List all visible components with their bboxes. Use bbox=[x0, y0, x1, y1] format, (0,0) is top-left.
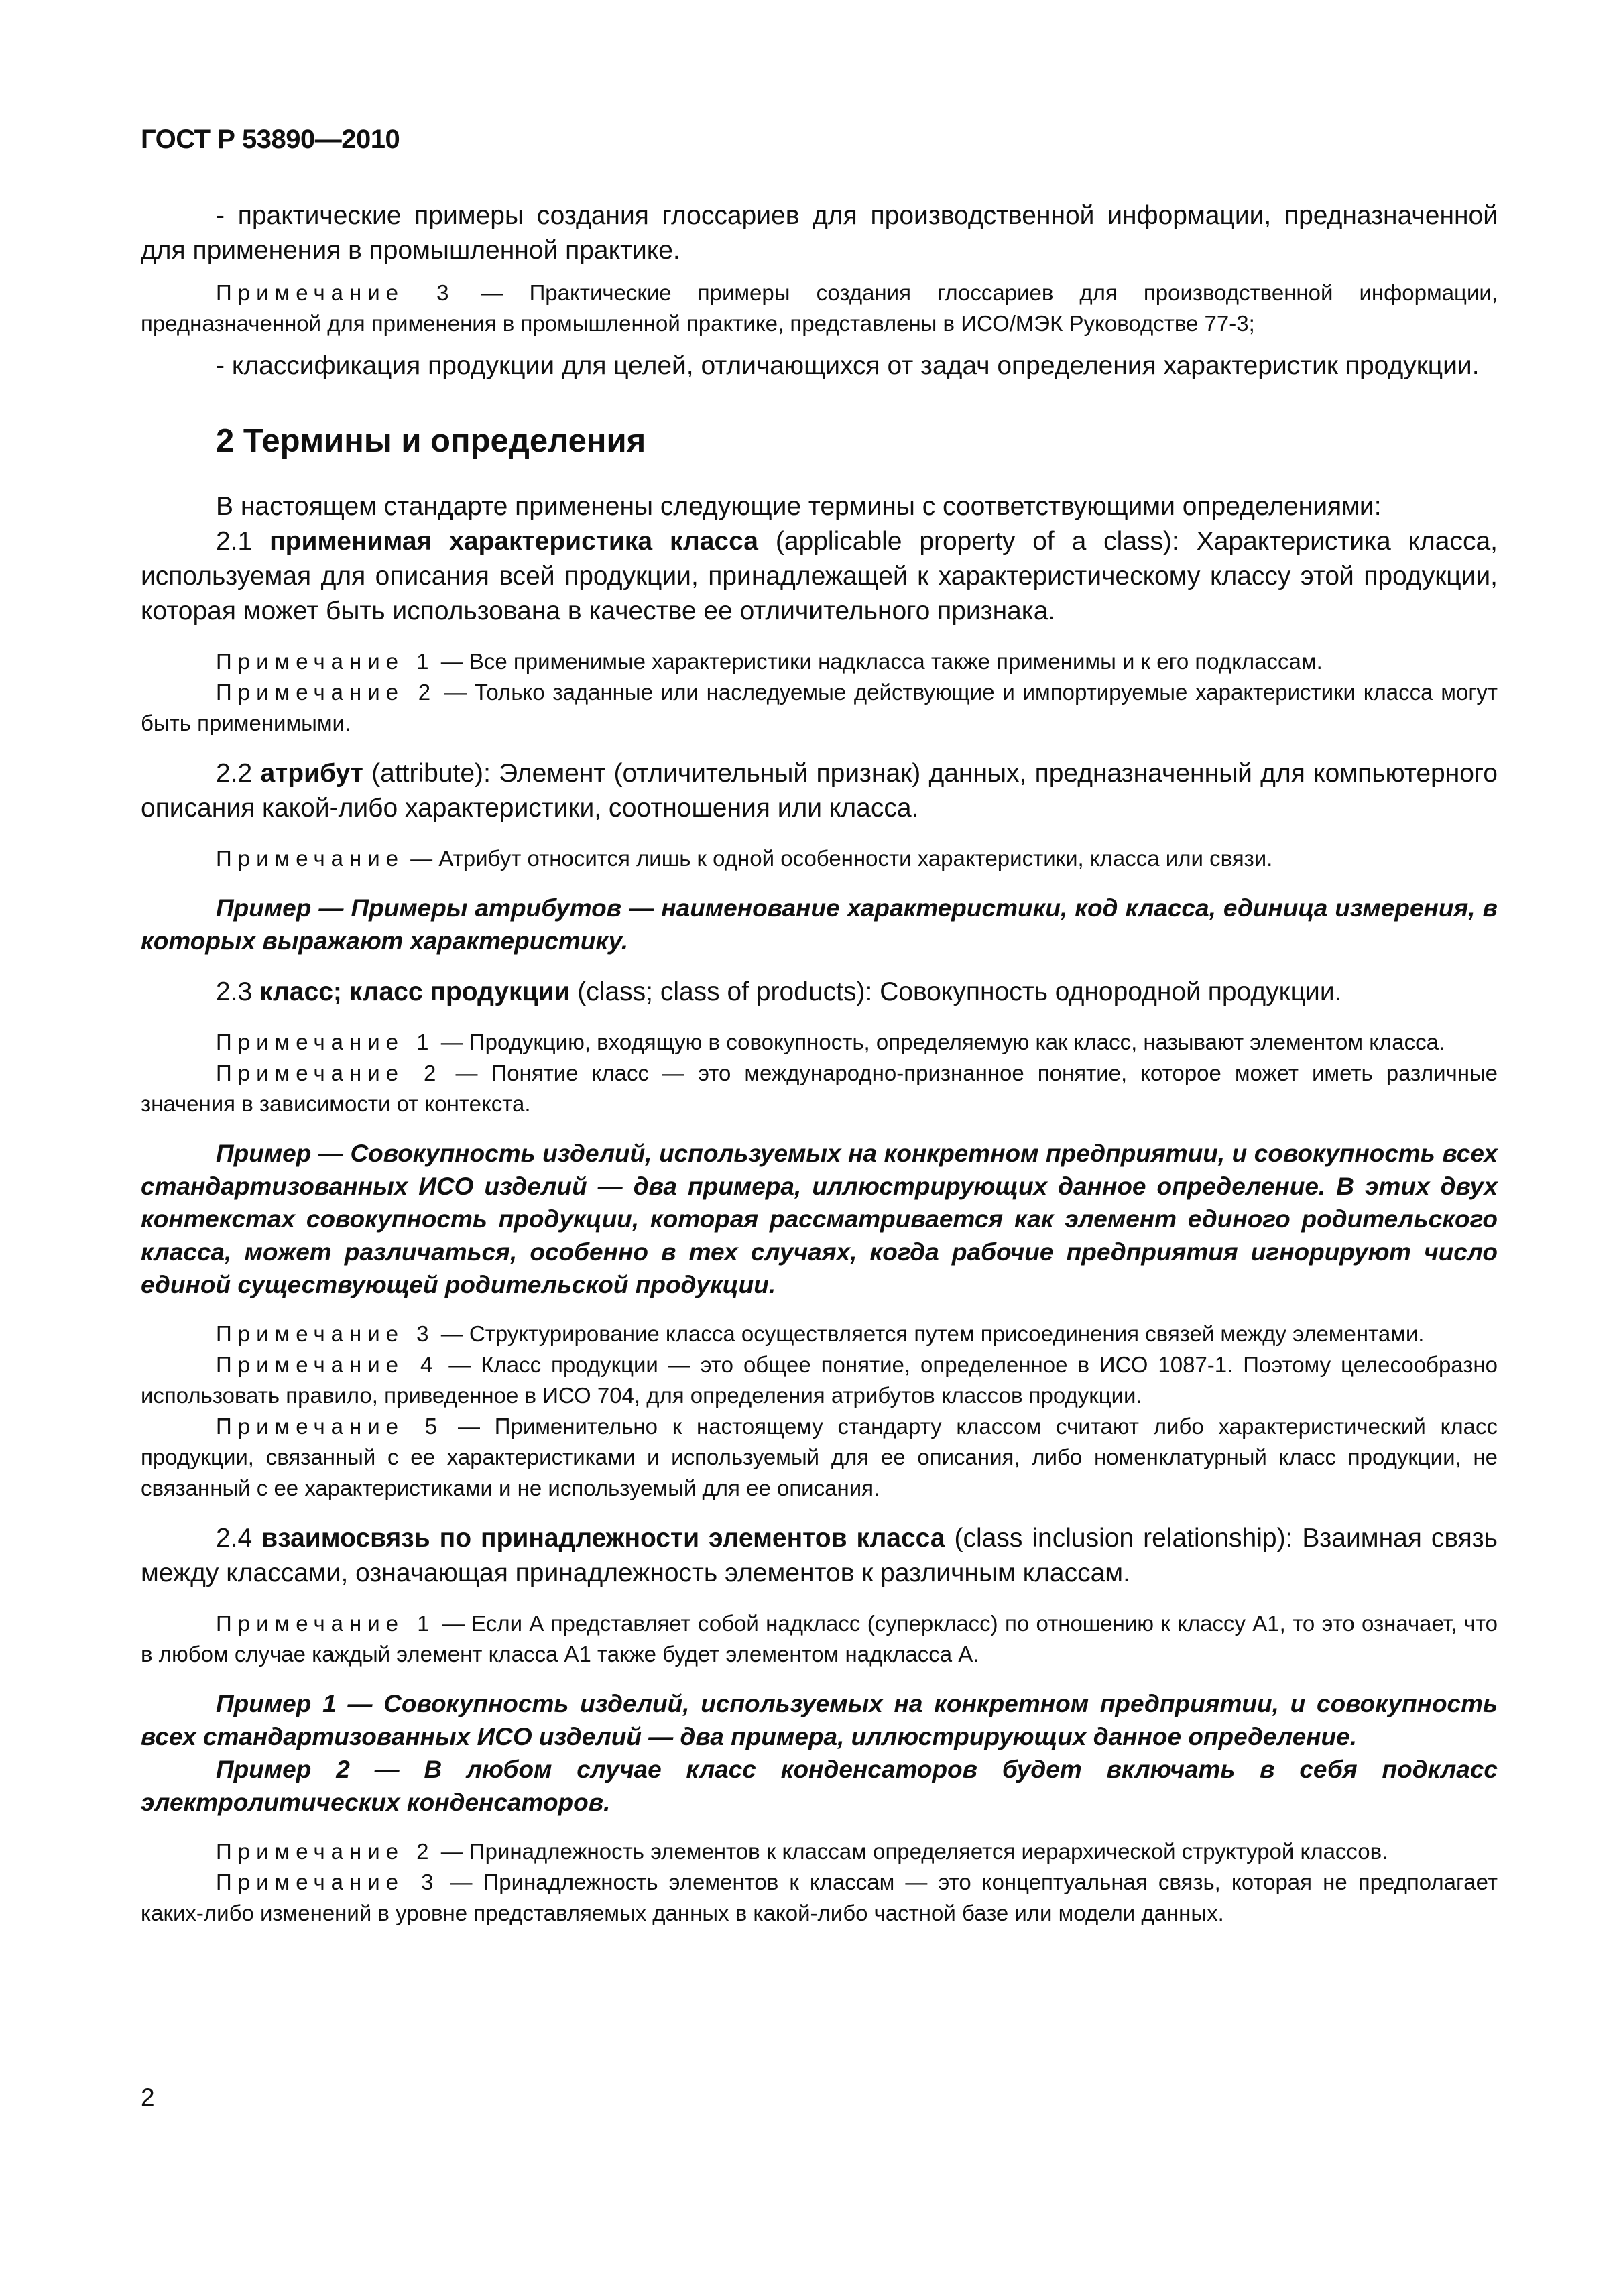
term-name: применимая характеристика класса bbox=[269, 527, 758, 556]
note-text: — Понятие класс — это международно-признанное понятие, которое может иметь различные значения в зависимости от контекста. bbox=[141, 1061, 1498, 1116]
note-text: — Если А представляет собой надкласс (суперкласс) по отношению к классу А1, то это означает, что в любом случае каждый элемент класса А1 также будет элементом надкласса А. bbox=[141, 1611, 1498, 1667]
note-text: — Применительно к настоящему стандарту классом считают либо характеристический класс продукции, связанный с ее характеристиками и используемый для ее описания, либо номенклатурный класс продукции, не связанный с ее характеристиками и не используемый для ее описания. bbox=[141, 1414, 1498, 1500]
note-label: Примечание 4 bbox=[216, 1352, 439, 1377]
note-text: — Все применимые характеристики надкласса также применимы и к его подклассам. bbox=[434, 649, 1323, 674]
note-text: — Продукцию, входящую в совокупность, определяемую как класс, называют элементом класса. bbox=[434, 1030, 1445, 1054]
example: Пример — Совокупность изделий, используемых на конкретном предприятии, и совокупность всех стандартизованных ИСО изделий — два примера, иллюстрирующих данное определение. В этих двух контекстах совокупность продукции, которая рассматривается как элемент единого родительского класса, может различаться, особенно в тех случаях, когда рабочие предприятия игнорируют число единой существующей родительской продукции. bbox=[141, 1140, 1498, 1298]
note bbox=[141, 1608, 1498, 1670]
term-number: 2.4 bbox=[216, 1524, 262, 1553]
term-english: (attribute) bbox=[363, 759, 484, 788]
running-header: ГОСТ Р 53890—2010 bbox=[141, 125, 400, 154]
term-number: 2.3 bbox=[216, 977, 260, 1006]
note-text: — Атрибут относится лишь к одной особенности характеристики, класса или связи. bbox=[404, 846, 1273, 871]
note bbox=[141, 1836, 1498, 1867]
note bbox=[141, 1349, 1498, 1411]
note bbox=[141, 1319, 1498, 1349]
example: Пример 1 — Совокупность изделий, используемых на конкретном предприятии, и совокупность всех стандартизованных ИСО изделий — два примера, иллюстрирующих данное определение. bbox=[141, 1690, 1498, 1750]
note-text: — Принадлежность элементов к классам определяется иерархической структурой классов. bbox=[434, 1839, 1388, 1864]
note bbox=[141, 1867, 1498, 1929]
term-definition: : Совокупность однородной продукции. bbox=[865, 977, 1342, 1006]
example: Пример — Примеры атрибутов — наименование характеристики, код класса, единица измерения, в которых выражают характеристику. bbox=[141, 894, 1498, 955]
note bbox=[141, 1027, 1498, 1058]
note-label: Примечание 1 bbox=[216, 649, 435, 674]
note-label: Примечание 2 bbox=[216, 1839, 435, 1864]
note bbox=[141, 646, 1498, 677]
note-text: — Принадлежность элементов к классам — это концептуальная связь, которая не предполагает каких-либо изменений в уровне представляемых данных в какой-либо частной базе или модели данных. bbox=[141, 1870, 1498, 1925]
note-label: Примечание 1 bbox=[216, 1611, 436, 1636]
note-text: — Структурирование класса осуществляется путем присоединения связей между элементами. bbox=[434, 1321, 1425, 1346]
note-label: Примечание 2 bbox=[216, 1061, 442, 1085]
term-english: (class; class of products) bbox=[570, 977, 865, 1006]
note bbox=[141, 1411, 1498, 1504]
term-2-2 bbox=[141, 756, 1498, 826]
note bbox=[141, 278, 1498, 339]
term-2-3 bbox=[141, 975, 1498, 1010]
term-name: класс; класс продукции bbox=[259, 977, 570, 1006]
note-label: Примечание 3 bbox=[216, 1321, 435, 1346]
note-label: Примечание 3 bbox=[216, 1870, 440, 1894]
page-content bbox=[141, 198, 1498, 1929]
paragraph-list-item: - практические примеры создания глоссариев для производственной информации, предназначенной для применения в промышленной практике. bbox=[141, 201, 1498, 265]
example: Пример 2 — В любом случае класс конденсаторов будет включать в себя подкласс электролитических конденсаторов. bbox=[141, 1756, 1498, 1816]
note-label: Примечание 2 bbox=[216, 680, 437, 705]
paragraph-intro: В настоящем стандарте применены следующие термины с соответствующими определениями: bbox=[216, 492, 1382, 521]
term-name: взаимосвязь по принадлежности элементов класса bbox=[261, 1524, 945, 1553]
term-english: (class inclusion relationship) bbox=[945, 1524, 1286, 1553]
term-number: 2.2 bbox=[216, 759, 261, 788]
term-name: атрибут bbox=[260, 759, 363, 788]
note bbox=[141, 1058, 1498, 1120]
note-label: Примечание 1 bbox=[216, 1030, 435, 1054]
note-label: Примечание bbox=[216, 846, 405, 871]
term-2-1 bbox=[141, 524, 1498, 629]
term-number: 2.1 bbox=[216, 527, 270, 556]
paragraph-list-item: - классификация продукции для целей, отличающихся от задач определения характеристик продукции. bbox=[216, 351, 1480, 380]
term-definition: : Элемент (отличительный признак) данных, предназначенный для компьютерного описания какой-либо характеристики, соотношения или класса. bbox=[141, 759, 1498, 823]
note-text: — Только заданные или наследуемые действующие и импортируемые характеристики класса могут быть применимыми. bbox=[141, 680, 1498, 735]
page-number: 2 bbox=[141, 2083, 155, 2111]
term-2-4 bbox=[141, 1521, 1498, 1591]
note-label: Примечание 3 bbox=[216, 280, 455, 305]
note-text: — Класс продукции — это общее понятие, определенное в ИСО 1087-1. Поэтому целесообразно использовать правило, приведенное в ИСО 704, для определения атрибутов классов продукции. bbox=[141, 1352, 1498, 1408]
term-definition: : Характеристика класса, используемая для описания всей продукции, принадлежащей к характеристическому классу этой продукции, которая может быть использована в качестве ее отличительного признака. bbox=[141, 527, 1498, 625]
note bbox=[141, 677, 1498, 739]
note-text: — Практические примеры создания глоссариев для производственной информации, предназначенной для применения в промышленной практике, представлены в ИСО/МЭК Руководстве 77-3; bbox=[141, 280, 1498, 336]
term-english: (applicable property of a class) bbox=[758, 527, 1173, 556]
term-definition: : Взаимная связь между классами, означающая принадлежность элементов к различным классам. bbox=[141, 1524, 1498, 1587]
section-heading: 2 Термины и определения bbox=[216, 423, 646, 459]
note-label: Примечание 5 bbox=[216, 1414, 444, 1439]
note bbox=[141, 843, 1498, 874]
